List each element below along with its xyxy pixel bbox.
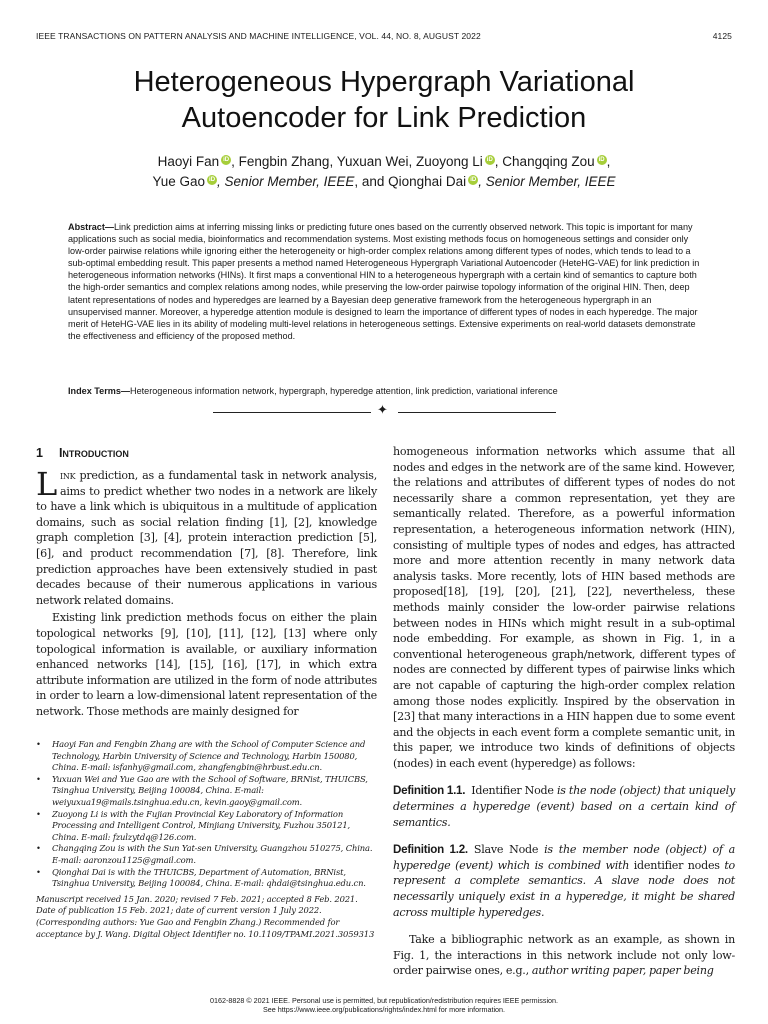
author-role: , Senior Member, IEEE (478, 174, 616, 189)
definition-term: identifier nodes (633, 858, 720, 872)
title-line-2: Autoencoder for Link Prediction (181, 102, 587, 134)
index-terms-label: Index Terms— (68, 386, 130, 396)
index-terms (68, 385, 700, 397)
copyright-notice (100, 996, 668, 1014)
journal-header: IEEE TRANSACTIONS ON PATTERN ANALYSIS AND MACHINE INTELLIGENCE, VOL. 44, NO. 8, AUGUST 2022 (36, 31, 481, 41)
paragraph-emphasis: author writing paper, paper being (531, 964, 714, 978)
left-column (36, 444, 377, 720)
abstract (68, 221, 700, 342)
orcid-icon[interactable]: iD (598, 157, 605, 163)
intro-paragraph-1 (36, 465, 377, 608)
definition-term: Identifier Node (471, 784, 554, 798)
author-line-1 (60, 152, 708, 172)
author-name: , Changqing Zou (494, 154, 595, 169)
definition-text: is the member node (object) of a hyperedge (event) which is combined with (393, 843, 736, 872)
index-terms-text: Heterogeneous information network, hypergraph, hyperedge attention, link prediction, variational inference (130, 386, 558, 396)
orcid-icon[interactable]: iD (223, 157, 230, 163)
separator-ornament-icon: ✦ (377, 403, 388, 418)
divider-rule-right (398, 412, 556, 413)
author-name: , and Qionghai Dai (354, 174, 467, 189)
page-number: 4125 (712, 31, 732, 41)
definition-term: Slave Node (473, 843, 539, 857)
right-column (393, 444, 735, 979)
author-role: , Senior Member, IEEE (217, 174, 355, 189)
running-head (36, 31, 732, 41)
title-line-1: Heterogeneous Hypergraph Variational (133, 66, 635, 98)
drop-cap-word: ink (60, 469, 76, 482)
manuscript-history: Manuscript received 15 Jan. 2020; revised 7 Feb. 2021; accepted 8 Feb. 2021. Date of publication 15 Feb. 2021; date of current version 1 July 2022. (Corresponding authors: Yue Gao and Fengbin Zhang.) Recommended for acceptance by J. Wang. Digital Object Identifier no. 10.1109/TPAMI.2021.3059313 (36, 893, 375, 939)
abstract-text: Link prediction aims at inferring missing links or predicting future ones based on the currently observed network. This topic is important for many applications such as social media, bioinformatics and recommendation systems. Most existing methods focus on homogeneous settings and consider only low-order pairwise relations while ignoring either the heterogeneity or high-order complex relations among different types of nodes, which tends to lead to a sub-optimal embedding result. This paper presents a method named Heterogeneous Hypergraph Variational Autoencoder (HeteHG-VAE) for link prediction in heterogeneous information networks (HINs). It first maps a conventional HIN to a heterogeneous hypergraph with a certain kind of semantics to capture both the high-order semantics and complex relations among nodes, while preserving the low-order pairwise topology information of the original HIN. Then, deep latent representations of nodes and hyperedges are learned by a Bayesian deep generative framework from the heterogeneous hypergraph in an unsupervised manner. Moreover, a hyperedge attention module is designed to learn the importance of different types of nodes in each hyperedge. The major merit of HeteHG-VAE lies in its ability of modeling multi-level relations in heterogeneous settings. Extensive experiments on real-world datasets demonstrate the effectiveness and efficiency of the proposed method. (68, 222, 700, 341)
section-title: Introduction (58, 446, 129, 460)
author-list (60, 152, 708, 192)
intro-paragraph-2: Existing link prediction methods focus on either the plain topological networks [9], [10], [11], [12], [13] where only topological information is available, or auxiliary information enhanced networks [14], [15], [16], [17], in which extra attribute information are utilized in the form of node attributes in order to learn a low-dimensional latent representation of the network. Those methods are mainly designed for (36, 611, 377, 718)
copyright-line-2: See https://www.ieee.org/publications/rights/index.html for more information. (262, 1005, 506, 1015)
intro-paragraph-3: homogeneous information networks which assume that all nodes and edges in the network are of the same kind. However, the relations and attributes of different types of nodes do not necessarily share a common representation, yet they are semantically related. Therefore, as a powerful information representation, a heterogeneous information network (HIN), consisting of multiple types of nodes and edges, has attracted more and more attention recently in many network data analysis tasks. More recently, lots of HIN based methods are proposed[18], [19], [20], [21], [22], nevertheless, these methods mainly consider the low-order pairwise relations between nodes in HINs which might result in a sub-optimal node embedding. For example, as shown in Fig. 1, in a conventional heterogeneous graph/network, different types of nodes are connected by different types of pairwise links which are not capable of capturing the high-order complex relation among those nodes explicitly. Inspired by the observation in [23] that many interactions in a HIN happen due to some event and the objects in each event form a complete semantic unit, in this paper, we introduce two kinds of definitions of objects (nodes) in each event (hyperedge) as follows: (393, 445, 735, 770)
author-separator: , (606, 154, 611, 169)
abstract-label: Abstract— (68, 222, 114, 232)
section-number: 1 (36, 446, 43, 460)
footnote-affiliation: • Zuoyong Li is with the Fujian Provincial Key Laboratory of Information Processing and Intelligent Control, Minjiang University, Fuzhou 350121, China. E-mail: fzulzytdq@126.com. (36, 809, 379, 844)
author-name: Yue Gao (152, 174, 206, 189)
divider-rule-left (213, 412, 371, 413)
definition-1 (393, 783, 735, 830)
footnote-affiliation: • Qionghai Dai is with the THUICBS, Department of Automation, BRNist, Tsinghua University, Beijing 100084, China. E-mail: qhdai@tsinghua.edu.cn. (36, 867, 379, 890)
footnotes (36, 739, 379, 940)
intro-paragraph-4 (393, 932, 735, 979)
orcid-icon[interactable]: iD (486, 157, 493, 163)
definition-2 (393, 842, 735, 920)
definition-text: to represent a complete semantics. A slave node does not necessarily uniquely exist in a hyperedge, it might be shared across multiple hyperedges. (393, 858, 735, 919)
author-line-2 (60, 172, 708, 192)
author-name: Haoyi Fan (157, 154, 220, 169)
orcid-icon[interactable]: iD (470, 177, 477, 183)
copyright-line-1: 0162-8828 © 2021 IEEE. Personal use is permitted, but republication/redistribution requires IEEE permission. (209, 996, 559, 1005)
paper-title (40, 64, 728, 136)
definition-text: is the node (object) that uniquely determines a hyperedge (event) based on a certain kind of semantics. (393, 784, 735, 829)
footnote-affiliation: • Haoyi Fan and Fengbin Zhang are with the School of Computer Science and Technology, Harbin University of Science and Technology, Harbin 150080, China. E-mail: isfanhy@gmail.com, zhangfengbin@hrbust.edu.cn. (36, 739, 379, 774)
section-heading (36, 444, 377, 462)
paragraph-text: Take a bibliographic network as an example, as shown in Fig. 1, the interactions in this network include not only low-order pairwise ones, e.g., (393, 933, 735, 978)
footnote-affiliation: • Yuxuan Wei and Yue Gao are with the School of Software, BRNist, THUICBS, Tsinghua University, Beijing 100084, China. E-mail: weiyuxua19@mails.tsinghua.edu.cn, kevin.gaoy@gmail.com. (36, 774, 379, 809)
definition-label: Definition 1.2. (393, 843, 468, 857)
orcid-icon[interactable]: iD (209, 177, 216, 183)
footnote-affiliation: • Changqing Zou is with the Sun Yat-sen University, Guangzhou 510275, China. E-mail: aaronzou1125@gmail.com. (36, 843, 379, 866)
paragraph-text: prediction, as a fundamental task in network analysis, aims to predict whether two nodes in a network are likely to have a link which is ubiquitous in a multitude of application domains, such as social relation finding [1], [2], knowledge graph completion [3], [4], protein interaction prediction [5], [6], and product recommendation [7], [8]. Therefore, link prediction approaches have been extensively studied in past decades because of their numerous applications in various network related domains. (36, 469, 377, 607)
definition-label: Definition 1.1. (393, 784, 466, 798)
author-name: , Fengbin Zhang, Yuxuan Wei, Zuoyong Li (231, 154, 483, 169)
drop-cap: L (36, 465, 57, 503)
